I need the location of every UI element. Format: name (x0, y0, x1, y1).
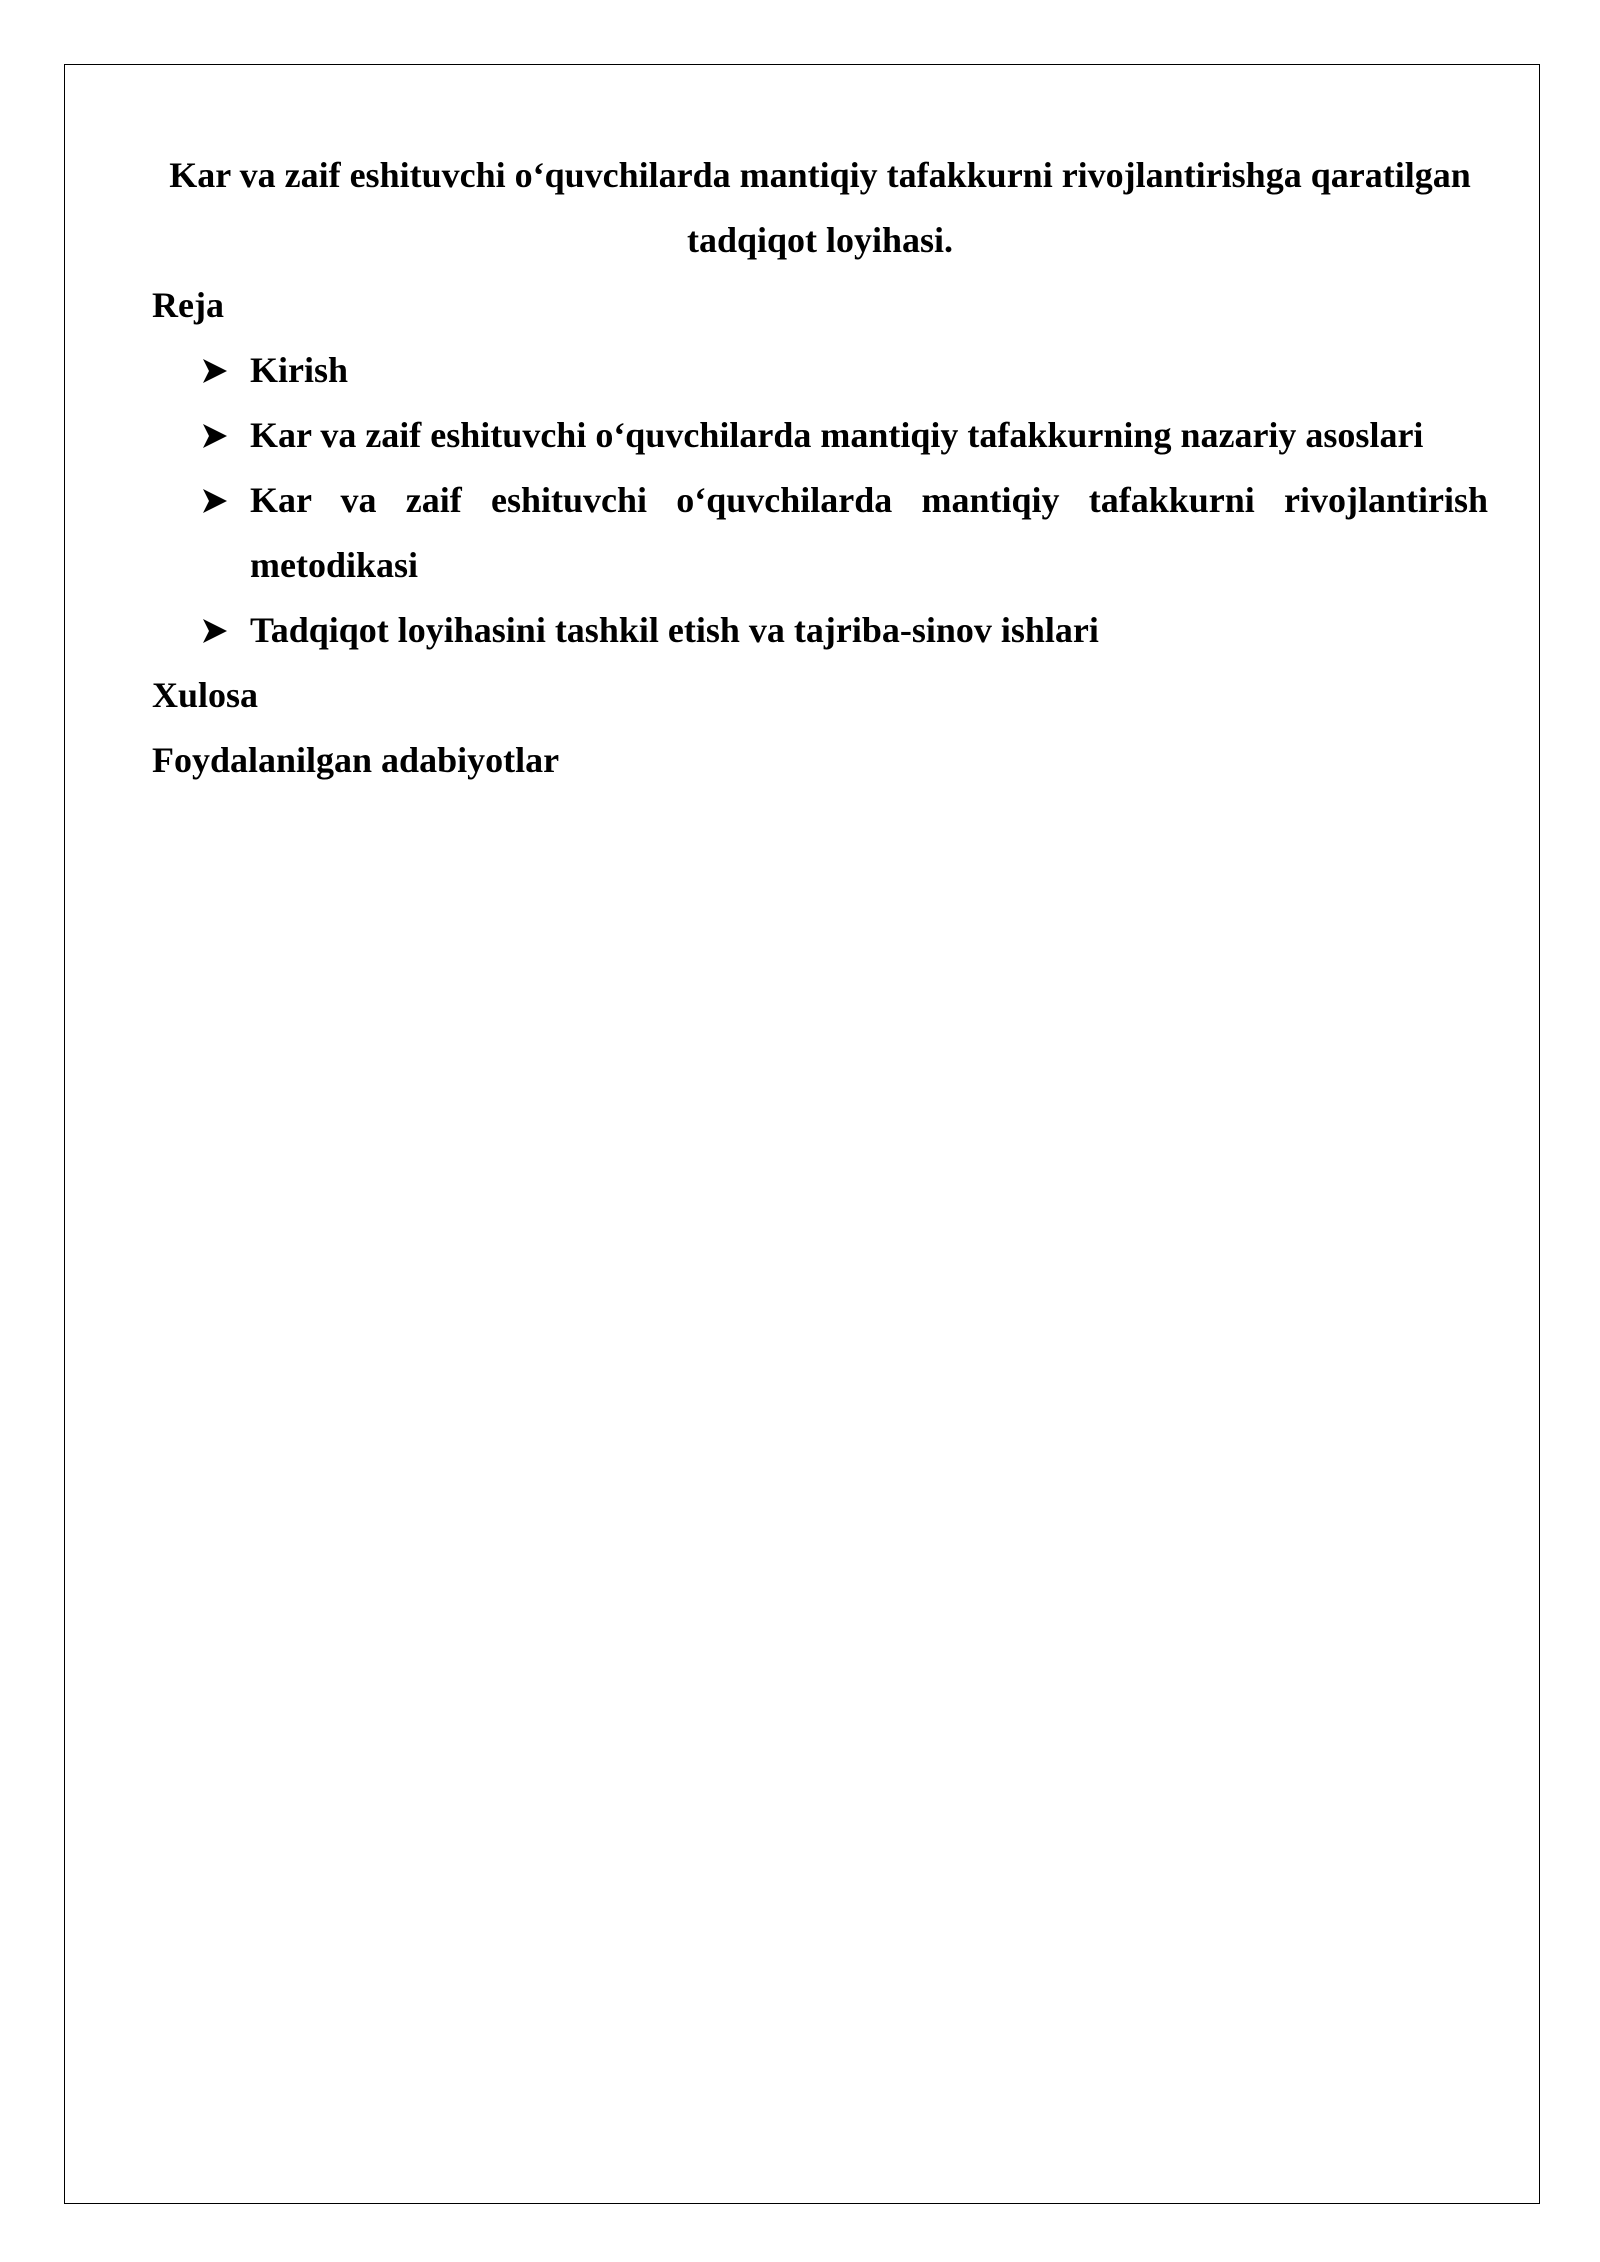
plan-item-label: Kar va zaif eshituvchi o‘quvchilarda mantiqiy tafakkurni rivojlantirish metodikasi (250, 480, 1488, 585)
arrowhead-bullet-icon (202, 338, 232, 403)
plan-item (152, 598, 1488, 663)
plan-item-label: Kar va zaif eshituvchi o‘quvchilarda mantiqiy tafakkurning nazariy asoslari (250, 415, 1424, 455)
plan-item (152, 403, 1488, 468)
arrowhead-bullet-icon (202, 403, 232, 468)
document-title: Kar va zaif eshituvchi o‘quvchilarda mantiqiy tafakkurni rivojlantirishga qaratilgan tadqiqot loyihasi. (169, 155, 1471, 260)
arrowhead-bullet-icon (202, 598, 232, 663)
document-body (152, 143, 1488, 793)
plan-item-label: Kirish (250, 350, 349, 390)
arrowhead-bullet-icon (202, 468, 232, 533)
conclusion-heading: Xulosa (152, 675, 259, 715)
plan-item (152, 468, 1488, 598)
plan-item-label: Tadqiqot loyihasini tashkil etish va tajriba-sinov ishlari (250, 610, 1099, 650)
plan-item (152, 338, 1488, 403)
references-heading: Foydalanilgan adabiyotlar (152, 740, 560, 780)
plan-heading: Reja (152, 285, 224, 325)
plan-list (152, 338, 1488, 663)
